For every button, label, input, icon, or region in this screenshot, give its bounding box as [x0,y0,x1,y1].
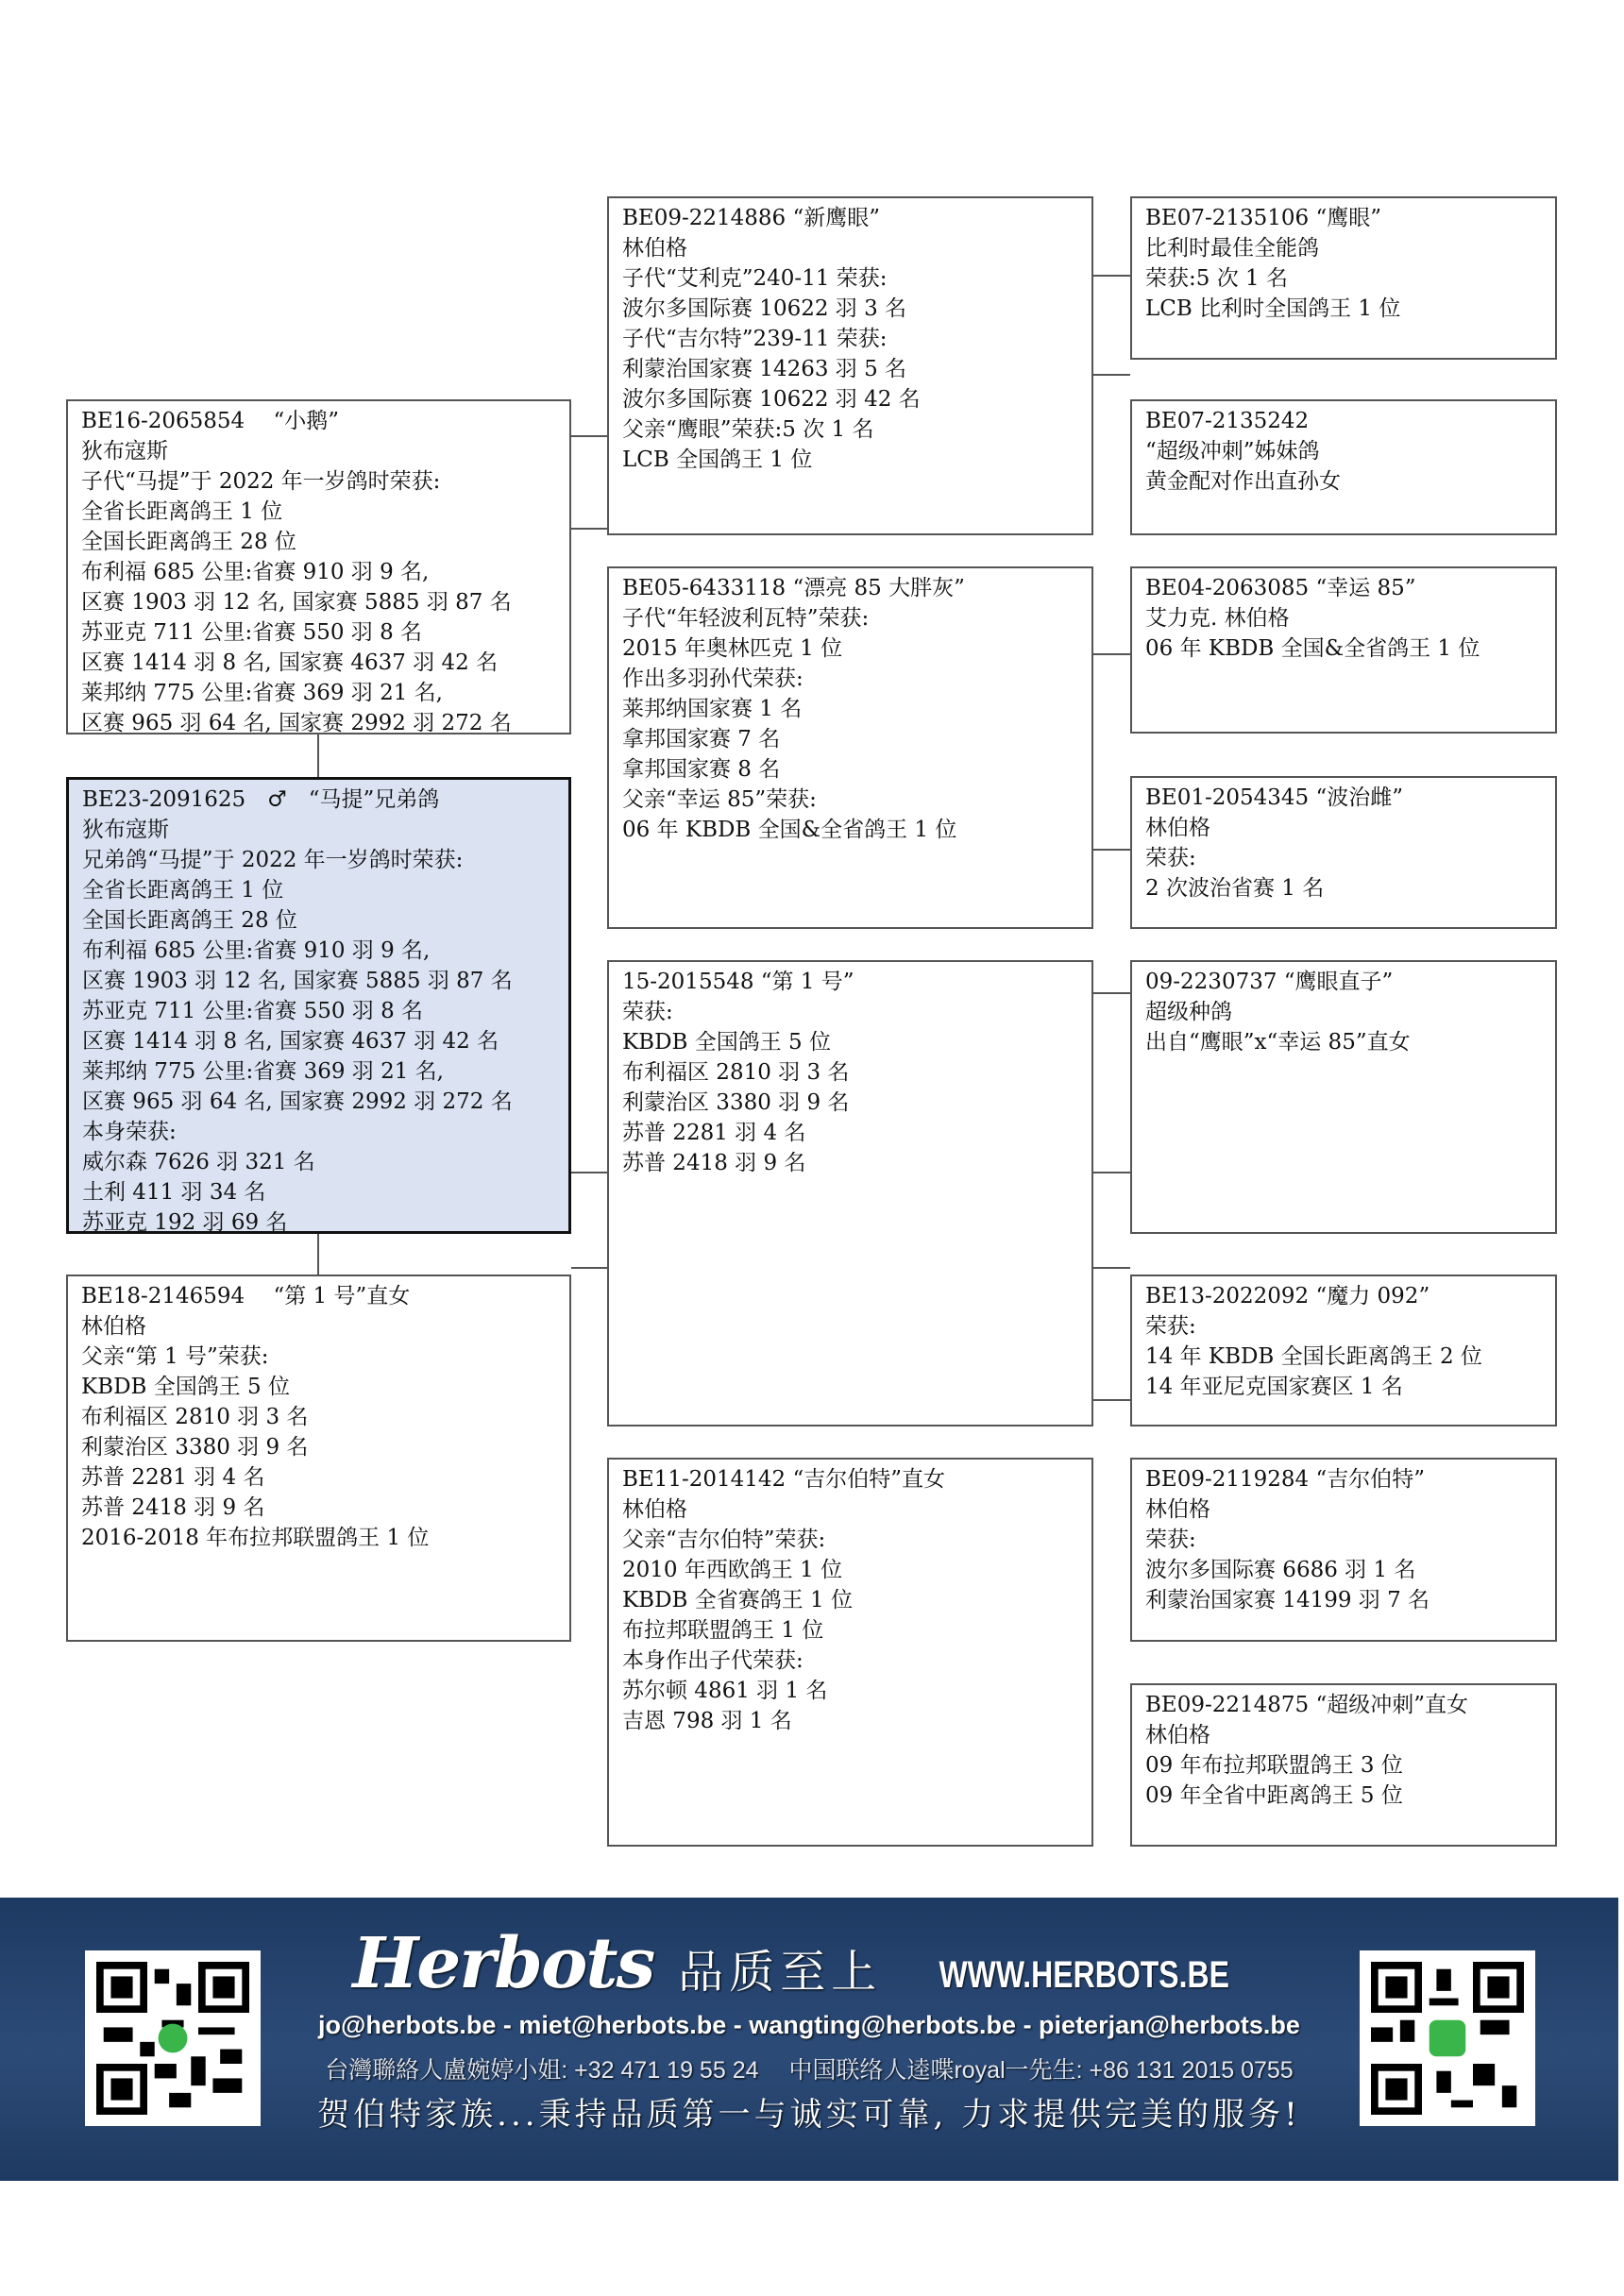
pigeon-detail-line: 2 次波治省赛 1 名 [1145,876,1325,901]
pigeon-detail-line: 父亲“第 1 号”荣获: [81,1344,269,1369]
pigeon-detail-line: 狄布寇斯 [82,818,169,842]
pedigree-box-dss [1130,960,1557,1234]
pigeon-ring-name: BE01-2054345 “波治雌” [1145,785,1403,810]
pigeon-detail-line: 14 年 KBDB 全国长距离鸽王 2 位 [1145,1344,1482,1369]
pigeon-detail-line: 利蒙治国家赛 14263 羽 5 名 [622,357,907,381]
pigeon-ring-name: BE09-2214886 “新鹰眼” [622,206,880,230]
pigeon-ring-name: BE07-2135242 [1145,409,1310,433]
pigeon-ring-name: 15-2015548 “第 1 号” [622,970,854,994]
pigeon-detail-line: 全国长距离鸽王 28 位 [82,908,297,933]
pigeon-detail-line: 土利 411 羽 34 名 [82,1180,266,1205]
pigeon-detail-line: 布利福 685 公里:省赛 910 羽 9 名, [81,560,430,584]
pigeon-detail-line: 荣获: [1145,846,1196,870]
pigeon-detail-line: 威尔森 7626 羽 321 名 [82,1150,315,1174]
pigeon-detail-line: 区赛 965 羽 64 名, 国家赛 2992 羽 272 名 [82,1089,513,1114]
pigeon-detail-line: 超级种鸽 [1145,1000,1232,1024]
pigeon-detail-line: 06 年 KBDB 全国&全省鸽王 1 位 [1145,636,1480,661]
pigeon-detail-line: “超级冲刺”姊妹鸽 [1145,439,1320,464]
pigeon-detail-line: KBDB 全国鸽王 5 位 [622,1030,831,1055]
pigeon-detail-line: 莱邦纳 775 公里:省赛 369 羽 21 名, [82,1059,444,1084]
pedigree-box-dds [1130,1458,1557,1642]
pigeon-detail-line: 波尔多国际赛 10622 羽 3 名 [622,296,907,321]
pigeon-detail-line: 子代“艾利克”240-11 荣获: [622,266,888,291]
pigeon-detail-line: 2015 年奥林匹克 1 位 [622,636,843,661]
pedigree-box-ssd [1130,399,1557,535]
pigeon-detail-line: 苏普 2418 羽 9 名 [622,1151,806,1175]
pigeon-detail-line: 布利福 685 公里:省赛 910 羽 9 名, [82,938,431,963]
pedigree-box-dam [66,1275,571,1642]
pigeon-detail-line: 本身荣获: [82,1120,177,1144]
pigeon-detail-line: 区赛 1414 羽 8 名, 国家赛 4637 羽 42 名 [82,1029,499,1054]
pigeon-detail-line: 区赛 1903 羽 12 名, 国家赛 5885 羽 87 名 [82,969,513,993]
pigeon-detail-line: 苏普 2281 羽 4 名 [81,1465,265,1490]
pedigree-box-subject [66,777,571,1234]
pigeon-detail-line: LCB 全国鸽王 1 位 [622,447,813,472]
contact-phones: 台灣聯絡人盧婉婷小姐: +32 471 19 55 24 中国联络人逵喋royal一先生: +86 131 2015 0755 [325,2057,1294,2084]
pigeon-detail-line: KBDB 全省赛鸽王 1 位 [622,1588,853,1612]
pigeon-detail-line: 苏亚克 711 公里:省赛 550 羽 8 名 [81,620,423,645]
pigeon-detail-line: 莱邦纳国家赛 1 名 [622,697,803,721]
pigeon-detail-line: 区赛 965 羽 64 名, 国家赛 2992 羽 272 名 [81,711,512,734]
pedigree-box-ss [607,196,1093,535]
pigeon-detail-line: 荣获: [1145,1314,1196,1339]
brand-row [0,1923,1618,2004]
pigeon-detail-line: 比利时最佳全能鸽 [1145,236,1319,261]
pigeon-detail-line: 全国长距离鸽王 28 位 [81,530,296,554]
pedigree-box-sss [1130,196,1557,360]
pigeon-detail-line: 利蒙治区 3380 羽 9 名 [81,1435,309,1460]
slogan: 品质至上 [678,1946,883,1999]
email-list[interactable]: jo@herbots.be - miet@herbots.be - wangting@herbots.be - pieterjan@herbots.be [318,2011,1300,2039]
pedigree-box-sdd [1130,776,1557,929]
pigeon-detail-line: 本身作出子代荣获: [622,1648,804,1673]
pigeon-detail-line: 艾力克. 林伯格 [1145,606,1290,631]
pigeon-detail-line: 布利福区 2810 羽 3 名 [81,1405,309,1429]
pigeon-ring-name: BE23-2091625 ♂ “马提”兄弟鸽 [82,787,440,812]
pigeon-detail-line: 林伯格 [1145,1497,1210,1522]
pigeon-detail-line: 拿邦国家赛 7 名 [622,727,781,751]
pigeon-detail-line: 出自“鹰眼”x“幸运 85”直女 [1145,1030,1411,1055]
pigeon-detail-line: 父亲“吉尔伯特”荣获: [622,1528,826,1552]
pigeon-detail-line: LCB 比利时全国鸽王 1 位 [1145,296,1401,321]
pigeon-detail-line: 荣获: [622,1000,673,1024]
pigeon-detail-line: 苏普 2418 羽 9 名 [81,1495,265,1520]
pedigree-box-ds [607,960,1093,1427]
pigeon-ring-name: 09-2230737 “鹰眼直子” [1145,970,1394,994]
pedigree-box-dsd [1130,1275,1557,1427]
pigeon-detail-line: 林伯格 [622,236,687,261]
pigeon-detail-line: 荣获: [1145,1528,1196,1552]
pigeon-detail-line: 林伯格 [1145,816,1210,840]
pigeon-detail-line: 06 年 KBDB 全国&全省鸽王 1 位 [622,818,957,842]
pigeon-ring-name: BE05-6433118 “漂亮 85 大胖灰” [622,576,965,600]
pigeon-detail-line: 子代“马提”于 2022 年一岁鸽时荣获: [81,469,441,494]
pigeon-detail-line: 黄金配对作出直孙女 [1145,469,1341,494]
pigeon-detail-line: 波尔多国际赛 6686 羽 1 名 [1145,1558,1416,1582]
pigeon-detail-line: KBDB 全国鸽王 5 位 [81,1375,290,1399]
pigeon-detail-line: 苏普 2281 羽 4 名 [622,1121,806,1145]
herbots-logo: Herbots [352,1923,654,2004]
website-link[interactable]: WWW.HERBOTS.BE [939,1954,1230,1996]
pigeon-detail-line: 布利福区 2810 羽 3 名 [622,1060,850,1085]
pigeon-ring-name: BE09-2214875 “超级冲刺”直女 [1145,1693,1468,1717]
pigeon-ring-name: BE18-2146594 “第 1 号”直女 [81,1284,411,1308]
pigeon-detail-line: 布拉邦联盟鸽王 1 位 [622,1618,824,1643]
pigeon-detail-line: 2016-2018 年布拉邦联盟鸽王 1 位 [81,1526,430,1550]
pedigree-box-sire [66,399,571,734]
pigeon-detail-line: 苏亚克 192 羽 69 名 [82,1210,288,1234]
pigeon-detail-line: 拿邦国家赛 8 名 [622,757,781,782]
tagline: 贺伯特家族...秉持品质第一与诚实可靠, 力求提供完美的服务! [317,2096,1301,2134]
pigeon-detail-line: 兄弟鸽“马提”于 2022 年一岁鸽时荣获: [82,848,464,872]
pigeon-detail-line: 林伯格 [81,1314,146,1339]
pigeon-ring-name: BE13-2022092 “魔力 092” [1145,1284,1430,1308]
pedigree-box-dd [607,1458,1093,1847]
pigeon-detail-line: 苏亚克 711 公里:省赛 550 羽 8 名 [82,999,424,1023]
pigeon-detail-line: 子代“吉尔特”239-11 荣获: [622,327,888,351]
pigeon-detail-line: 2010 年西欧鸽王 1 位 [622,1558,843,1582]
pigeon-detail-line: 作出多羽孙代荣获: [622,667,804,691]
pigeon-detail-line: 苏尔顿 4861 羽 1 名 [622,1679,828,1703]
pigeon-detail-line: 父亲“幸运 85”荣获: [622,787,817,812]
pigeon-detail-line: 全省长距离鸽王 1 位 [82,878,284,903]
pigeon-detail-line: 利蒙治国家赛 14199 羽 7 名 [1145,1588,1430,1612]
pigeon-ring-name: BE09-2119284 “吉尔伯特” [1145,1467,1425,1492]
pigeon-detail-line: 荣获:5 次 1 名 [1145,266,1288,291]
pedigree-box-sds [1130,566,1557,734]
pigeon-detail-line: 09 年全省中距离鸽王 5 位 [1145,1783,1403,1808]
pigeon-detail-line: 09 年布拉邦联盟鸽王 3 位 [1145,1753,1403,1778]
pigeon-ring-name: BE07-2135106 “鹰眼” [1145,206,1381,230]
pigeon-ring-name: BE16-2065854 “小鹅” [81,409,339,433]
pigeon-detail-line: 狄布寇斯 [81,439,168,464]
footer-banner [0,1898,1618,2181]
pigeon-detail-line: 林伯格 [622,1497,687,1522]
pigeon-detail-line: 区赛 1903 羽 12 名, 国家赛 5885 羽 87 名 [81,590,512,615]
pigeon-detail-line: 子代“年轻波利瓦特”荣获: [622,606,870,631]
pigeon-detail-line: 区赛 1414 羽 8 名, 国家赛 4637 羽 42 名 [81,650,499,675]
pigeon-detail-line: 波尔多国际赛 10622 羽 42 名 [622,387,921,412]
pigeon-detail-line: 吉恩 798 羽 1 名 [622,1709,792,1733]
pigeon-detail-line: 14 年亚尼克国家赛区 1 名 [1145,1375,1403,1399]
pigeon-ring-name: BE04-2063085 “幸运 85” [1145,576,1416,600]
pigeon-detail-line: 林伯格 [1145,1723,1210,1747]
pigeon-detail-line: 全省长距离鸽王 1 位 [81,499,283,524]
pedigree-box-sd [607,566,1093,929]
pigeon-detail-line: 莱邦纳 775 公里:省赛 369 羽 21 名, [81,681,443,705]
pigeon-detail-line: 利蒙治区 3380 羽 9 名 [622,1090,850,1115]
pedigree-box-ddd [1130,1683,1557,1847]
pigeon-ring-name: BE11-2014142 “吉尔伯特”直女 [622,1467,945,1492]
pigeon-detail-line: 父亲“鹰眼”荣获:5 次 1 名 [622,417,874,442]
